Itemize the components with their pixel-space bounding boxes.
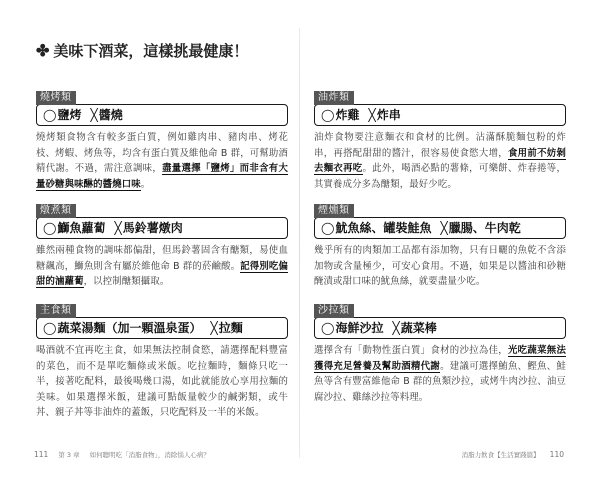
section-title xyxy=(36,40,248,61)
good-choice: 炸雞 xyxy=(335,108,360,122)
body-text-end: 。建議可選擇鮪魚、鰹魚、鮭魚等含有豐富維他命 B 群的魚類沙拉，或烤牛肉沙拉、油豆腐沙拉、雞絲沙拉等料理。 xyxy=(314,360,567,403)
good-choice: 蔬菜湯麵（加一顆溫泉蛋） xyxy=(57,321,202,335)
category-tag: 燉煮類 xyxy=(36,204,76,218)
card-body xyxy=(314,343,566,405)
body-emphasis: 光吃蔬菜無法獲得充足營養及幫助酒精代謝 xyxy=(314,345,566,372)
good-choice-circle-icon: ◯ xyxy=(321,321,335,335)
page-number-left: 111 xyxy=(34,450,49,459)
category-tag: 燒烤類 xyxy=(36,91,76,105)
good-choice-circle-icon: ◯ xyxy=(43,221,57,235)
category-tag: 主食類 xyxy=(36,304,76,318)
bad-choice: 蔬菜棒 xyxy=(400,321,437,335)
good-choice-circle-icon: ◯ xyxy=(43,321,57,335)
choice-headline xyxy=(36,104,288,126)
card-body xyxy=(314,243,566,290)
card-smoked xyxy=(314,198,566,290)
category-tag: 煙燻類 xyxy=(314,204,354,218)
good-choice: 魷魚絲、罐裝鮭魚 xyxy=(335,221,432,235)
card-salad xyxy=(314,298,566,405)
bad-choice-cross-icon: ╳ xyxy=(90,108,98,122)
body-text: 幾乎所有的肉類加工品都有添加物，只有日曬的魚乾不含添加物或含量極少，可安心食用。不過，如果是以醬油和砂糖醃漬或甜口味的魷魚絲，就要盡量少吃。 xyxy=(314,245,566,288)
good-choice-circle-icon: ◯ xyxy=(43,108,57,122)
bad-choice-cross-icon: ╳ xyxy=(114,221,122,235)
choice-headline xyxy=(314,104,566,126)
choice-headline xyxy=(36,317,288,339)
bad-choice: 拉麵 xyxy=(218,321,243,335)
good-choice: 鰤魚蘿蔔 xyxy=(57,221,106,235)
card-staple xyxy=(36,298,288,421)
footer-caption-left: 如何聰明吃「消脂食物」，消除惱人心病？ xyxy=(89,451,210,459)
choice-headline xyxy=(314,317,566,339)
body-text-end: 。此外，喝酒必點的薯條，可樂餅、炸春捲等，其實養成分多為醣類，最好少吃。 xyxy=(314,163,566,190)
section-title-text: 美味下酒菜，這樣挑最健康！ xyxy=(53,42,249,60)
bad-choice-cross-icon: ╳ xyxy=(440,221,448,235)
body-text-end: ，以控制醣類攝取。 xyxy=(83,276,170,288)
good-choice: 鹽烤 xyxy=(57,108,82,122)
good-choice-circle-icon: ◯ xyxy=(321,221,335,235)
footer-right xyxy=(462,450,564,459)
category-tag: 油炸類 xyxy=(314,91,354,105)
card-body xyxy=(36,130,288,192)
card-stewed xyxy=(36,198,288,290)
choice-headline xyxy=(314,217,566,239)
footer-left xyxy=(34,450,210,459)
bad-choice-cross-icon: ╳ xyxy=(368,108,376,122)
category-tag: 沙拉類 xyxy=(314,304,354,318)
body-text: 喝酒就不宜再吃主食，如果無法控制食慾，請選擇配料豐富的菜色，而不是單吃麵條或米飯。吃拉麵時，麵條只吃一半，接著吃配料，最後喝幾口湯，如此就能放心享用拉麵的美味。如果選擇米飯，建議可點飯量較少的鹹粥類，或牛丼、親子丼等非油炸的蓋飯，只吃配料及一半的米飯。 xyxy=(36,345,288,419)
good-choice: 海鮮沙拉 xyxy=(335,321,384,335)
page-number-right: 110 xyxy=(549,450,564,459)
choice-headline xyxy=(36,217,288,239)
page-gutter xyxy=(299,28,300,458)
body-text: 選擇含有「動物性蛋白質」食材的沙拉為佳， xyxy=(314,345,508,356)
body-emphasis: 盡量選擇「鹽烤」而非含有大量砂糖與味醂的醬燒口味 xyxy=(36,163,289,190)
body-emphasis: 記得別吃偏甜的滷蘿蔔 xyxy=(36,260,288,288)
body-emphasis: 食用前不妨剝去麵衣再吃 xyxy=(314,147,566,175)
footer-caption-right: 消脂力飲食【生活實踐篇】 xyxy=(461,451,540,459)
bad-choice: 炸串 xyxy=(376,108,401,122)
footer-chapter: 第 3 章 xyxy=(58,451,80,459)
card-fried xyxy=(314,85,566,192)
card-body xyxy=(36,343,288,421)
card-body xyxy=(36,243,288,290)
bad-choice-cross-icon: ╳ xyxy=(210,321,218,335)
body-text-end: 。 xyxy=(140,178,151,190)
bad-choice: 臘腸、牛肉乾 xyxy=(448,221,521,235)
bad-choice: 醬燒 xyxy=(98,108,123,122)
bad-choice-cross-icon: ╳ xyxy=(392,321,400,335)
body-text: 燒烤類食物含有較多蛋白質，例如雞肉串、豬肉串、烤花枝、烤蝦、烤魚等，均含有蛋白質及維他命 B 群，可幫助酒精代謝。不過，需注意調味， xyxy=(36,132,288,175)
body-text: 油炸食物要注意麵衣和食材的比例。沾滿酥脆麵包粉的炸串，再搭配甜甜的醬汁，很容易使食慾大增， xyxy=(314,132,566,159)
good-choice-circle-icon: ◯ xyxy=(321,108,335,122)
bad-choice: 馬鈴薯燉肉 xyxy=(122,221,183,235)
card-body xyxy=(314,130,566,192)
body-text: 雖然兩種食物的調味都偏甜，但馬鈴薯固含有醣類，易使血糖飆高，鰤魚則含有屬於維他命 B 群的菸鹼酸。 xyxy=(36,245,288,272)
clover-icon: ✤ xyxy=(36,40,50,60)
card-grilled xyxy=(36,85,288,192)
